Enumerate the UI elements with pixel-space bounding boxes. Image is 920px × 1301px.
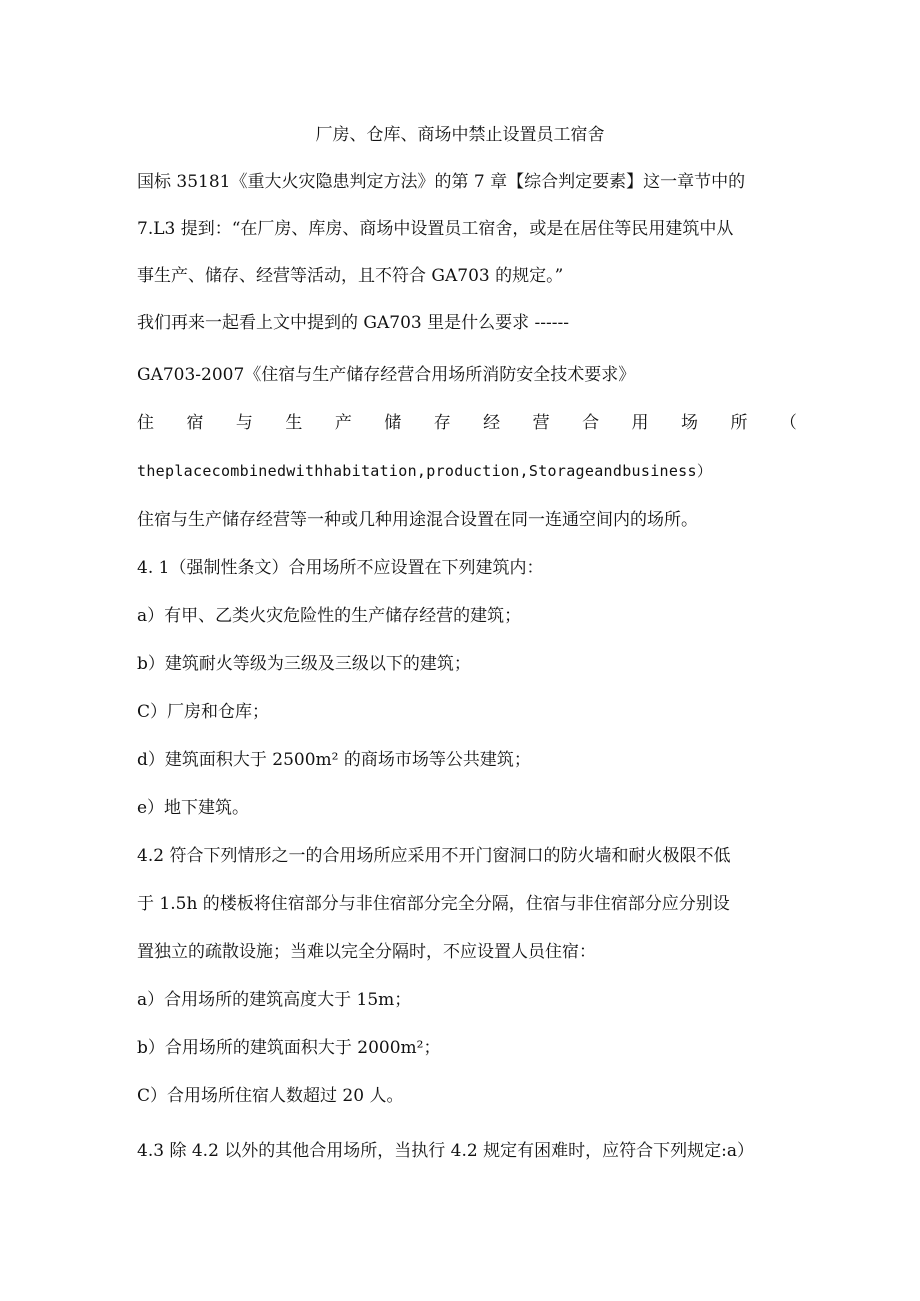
spread-char: 合	[582, 413, 600, 433]
spread-char: （	[779, 413, 797, 433]
paragraph-line: b）建筑耐火等级为三级及三级以下的建筑；	[137, 654, 471, 674]
paragraph-line: 4. 1（强制性条文）合用场所不应设置在下列建筑内：	[137, 558, 544, 578]
spread-char: 所	[730, 413, 748, 433]
spread-char: 存	[433, 413, 451, 433]
paragraph-line: b）合用场所的建筑面积大于 2000m²；	[137, 1038, 441, 1058]
paragraph-line: GA703-2007《住宿与生产储存经营合用场所消防安全技术要求》	[137, 365, 636, 385]
spread-char: 经	[483, 413, 501, 433]
spread-char: 与	[235, 413, 253, 433]
spread-char: 储	[384, 413, 402, 433]
paragraph-line: 7.L3 提到：“在厂房、库房、商场中设置员工宿舍，或是在居住等民用建筑中从	[137, 219, 734, 239]
paragraph-line: a）合用场所的建筑高度大于 15m；	[137, 990, 412, 1010]
paragraph-line: 事生产、储存、经营等活动，且不符合 GA703 的规定。”	[137, 266, 564, 286]
spread-char: 用	[631, 413, 649, 433]
paragraph-line: 国标 35181《重大火灾隐患判定方法》的第 7 章【综合判定要素】这一章节中的	[137, 172, 746, 192]
paragraph-line: 置独立的疏散设施；当难以完全分隔时，不应设置人员住宿：	[137, 942, 596, 962]
spread-char: 宿	[186, 413, 204, 433]
paragraph-line: 于 1.5h 的楼板将住宿部分与非住宿部分完全分隔，住宿与非住宿部分应分别设	[137, 894, 730, 914]
paragraph-line: C）合用场所住宿人数超过 20 人。	[137, 1086, 404, 1106]
spread-char: 场	[680, 413, 698, 433]
paragraph-line: 4.2 符合下列情形之一的合用场所应采用不开门窗洞口的防火墙和耐火极限不低	[137, 846, 731, 866]
spread-char: 住	[137, 413, 154, 433]
spread-char: 营	[532, 413, 550, 433]
paragraph-line: e）地下建筑。	[137, 798, 250, 818]
spread-heading	[137, 412, 797, 434]
paragraph-line: C）厂房和仓库；	[137, 702, 270, 722]
paragraph-line: a）有甲、乙类火灾危险性的生产储存经营的建筑；	[137, 606, 522, 626]
spread-char: 产	[334, 413, 352, 433]
english-term: theplacecombinedwithhabitation,production,Storageandbusiness）	[137, 462, 713, 480]
paragraph-line: 我们再来一起看上文中提到的 GA703 里是什么要求 ------	[137, 313, 569, 333]
document-title: 厂房、仓库、商场中禁止设置员工宿舍	[315, 125, 605, 145]
paragraph-line: 4.3 除 4.2 以外的其他合用场所，当执行 4.2 规定有困难时，应符合下列规定:a）	[137, 1141, 754, 1161]
spread-char: 生	[285, 413, 303, 433]
paragraph-line: d）建筑面积大于 2500m² 的商场市场等公共建筑；	[137, 750, 531, 770]
paragraph-line: 住宿与生产储存经营等一种或几种用途混合设置在同一连通空间内的场所。	[137, 510, 698, 530]
